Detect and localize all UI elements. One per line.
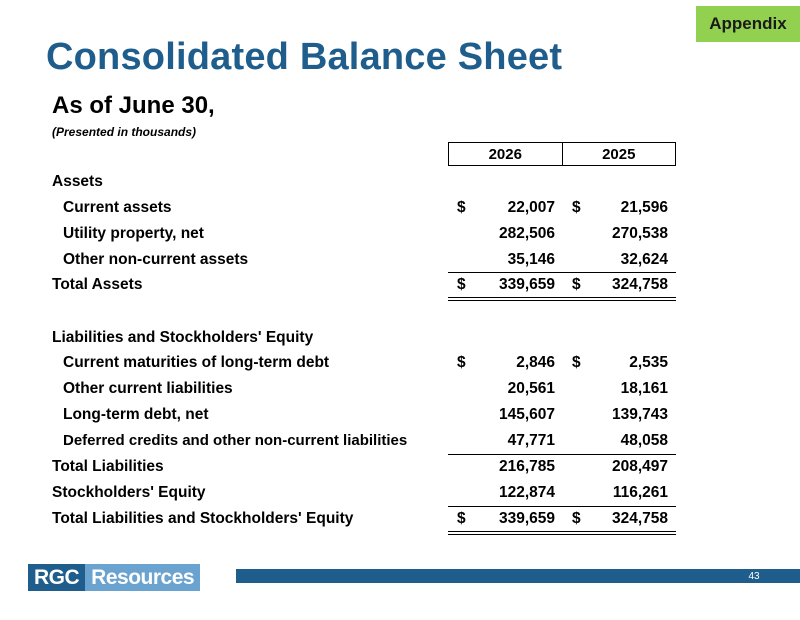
value-2025: 324,758 [611,510,668,527]
date-subtitle: As of June 30, [52,92,215,119]
long-term-debt-row [0,403,800,429]
value-2026: 47,771 [507,432,555,449]
page-title: Consolidated Balance Sheet [46,36,563,78]
row-label: Stockholders' Equity [52,484,206,501]
value-2025: 48,058 [620,432,668,449]
year-header-2025: 2025 [562,143,676,165]
dollar-sign: $ [457,199,466,216]
current-maturities-row [0,351,800,377]
row-label: Long-term debt, net [63,406,209,423]
value-2026: 339,659 [498,510,555,527]
dollar-sign: $ [572,510,581,527]
value-2026: 145,607 [498,406,555,423]
row-label: Current assets [63,199,172,216]
rgc-resources-logo [28,564,200,591]
value-2025: 18,161 [620,380,668,397]
other-current-liabilities-row [0,377,800,403]
value-2026: 122,874 [498,484,555,501]
dollar-sign: $ [457,354,466,371]
row-label: Total Liabilities [52,458,164,475]
value-2025: 139,743 [611,406,668,423]
deferred-credits-row [0,429,800,455]
double-rule-bottom [448,300,676,301]
value-2026: 339,659 [498,276,555,293]
dollar-sign: $ [457,510,466,527]
row-label: Current maturities of long-term debt [63,354,330,371]
value-2026: 282,506 [498,225,555,242]
double-rule-top [448,531,676,532]
appendix-badge: Appendix [696,6,800,42]
stockholders-equity-row [0,481,800,507]
row-label: Total Liabilities and Stockholders' Equity [52,510,354,527]
current-assets-row [0,196,800,222]
dollar-sign: $ [457,276,466,293]
year-header-2026: 2026 [488,145,522,163]
value-2026: 22,007 [507,199,555,216]
liabilities-header-row [0,326,800,352]
row-label: Utility property, net [63,225,204,242]
page-number: 43 [748,570,760,582]
units-note: (Presented in thousands) [52,125,197,139]
dollar-sign: $ [572,199,581,216]
dollar-sign: $ [572,276,581,293]
logo-rgc: RGC [28,564,85,591]
value-2026: 20,561 [507,380,555,397]
value-2025: 270,538 [611,225,668,242]
utility-property-row [0,222,800,248]
value-2026: 35,146 [507,251,555,268]
total-liabilities-row [0,455,800,481]
value-2025: 208,497 [611,458,668,475]
total-assets-row [0,273,800,299]
total-liabilities-equity-row [0,507,800,533]
logo-resources: Resources [85,564,200,591]
row-label: Assets [52,173,103,190]
dollar-sign: $ [572,354,581,371]
assets-header-row [0,170,800,196]
row-label: Other current liabilities [63,380,233,397]
double-rule-top [448,297,676,298]
value-2025: 116,261 [612,484,668,501]
value-2025: 32,624 [620,251,668,268]
footer-bar [236,569,800,583]
year-header [448,142,676,166]
value-2026: 216,785 [498,458,555,475]
value-2026: 2,846 [516,354,555,371]
other-noncurrent-assets-row [0,248,800,274]
row-label: Liabilities and Stockholders' Equity [52,329,314,346]
value-2025: 21,596 [620,199,668,216]
row-label: Other non-current assets [63,251,249,268]
value-2025: 324,758 [611,276,668,293]
row-label: Deferred credits and other non-current liabilities [63,432,408,449]
row-label: Total Assets [52,276,143,293]
value-2025: 2,535 [629,354,668,371]
double-rule-bottom [448,534,676,535]
